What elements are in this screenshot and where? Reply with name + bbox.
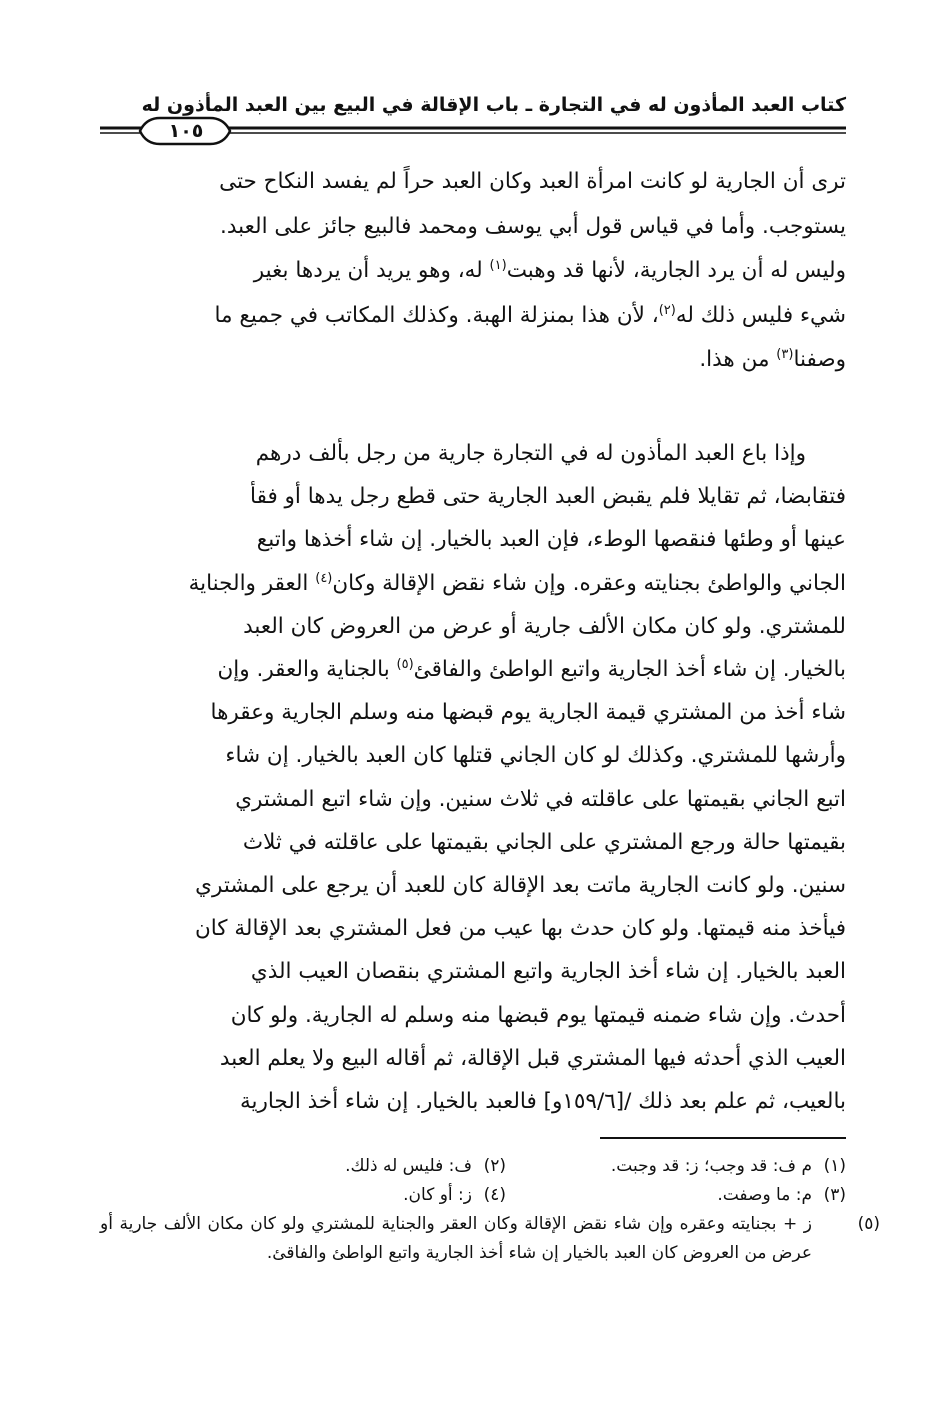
text-line: العيب الذي أحدثه فيها المشتري قبل الإقالة، ثم أقاله البيع ولا يعلم العبد: [219, 1045, 846, 1071]
footnote-3: (٣)م: ما وصفت.: [717, 1185, 846, 1205]
text-line: وصفنا$^{(٣)}$ من هذا.: [699, 346, 846, 372]
text-line: ترى أن الجارية لو كانت امرأة العبد وكان العبد حراً لم يفسد النكاح حتى: [219, 169, 846, 194]
footnote-row: [100, 1152, 846, 1181]
text-line: سنين. ولو كانت الجارية ماتت بعد الإقالة كان للعبد أن يرجع على المشتري: [195, 873, 846, 899]
text-line: بالعيب، ثم علم بعد ذلك /[١٥٩/٦و] فالعبد بالخيار. إن شاء أخذ الجارية: [239, 1089, 846, 1115]
text-line: شيء فليس ذلك له$^{(٢)}$، لأن هذا بمنزلة الهبة. وكذلك المكاتب في جميع ما: [214, 302, 846, 328]
footnote-separator: [600, 1137, 846, 1139]
text-line: شاء أخذ من المشتري قيمة الجارية يوم قبضها منه وسلم الجارية وعقرها: [210, 700, 846, 726]
text-line: العبد بالخيار. إن شاء أخذ الجارية واتبع المشتري بنقصان العيب الذي: [250, 959, 846, 985]
text-line: أحدث. وإن شاء ضمنه قيمتها يوم قبضها منه وسلم له الجارية. ولو كان: [230, 1002, 846, 1028]
page-number: ١٠٥: [168, 120, 204, 142]
footnote-ref-1[interactable]: (١): [489, 257, 507, 273]
text-line: الجاني والواطئ بجنايته وعقره. وإن شاء نقض الإقالة وكان$^{(٤)}$ العقر والجناية: [188, 570, 846, 596]
text-line: فتقابضا، ثم تقايلا فلم يقبض العبد الجارية حتى قطع رجل يدها أو فقأ: [250, 484, 846, 510]
text-line: فيأخذ منه قيمتها. ولو كان حدث بها عيب من فعل المشتري بعد الإقالة كان: [194, 916, 846, 942]
footnote-1: (١)م ف: قد وجب؛ ز: قد وجبت.: [610, 1156, 846, 1176]
footnote-4: (٤)ز: أو كان.: [403, 1185, 506, 1205]
footnote-ref-2[interactable]: (٢): [658, 302, 676, 318]
footnotes: [100, 1152, 880, 1268]
footnote-ref-4[interactable]: (٤): [315, 570, 333, 586]
footnote-ref-3[interactable]: (٣): [776, 346, 794, 362]
text-line: للمشتري. ولو كان مكان الألف جارية أو عرض من العروض كان العبد: [243, 613, 846, 639]
running-header: كتاب العبد المأذون له في التجارة ـ باب الإقالة في البيع بين العبد المأذون له: [141, 94, 846, 116]
text-line: عينها أو وطئها فنقصها الوطء، فإن العبد بالخيار. إن شاء أخذها واتبع: [256, 527, 846, 553]
paragraph-1: [100, 160, 846, 383]
footnote-5: (٥)ز + بجنايته وعقره وإن شاء نقض الإقالة وكان العقر والجناية للمشتري ولو كان مكان الألف جارية أو عرض من العروض كان العبد بالخيار إن شاء أخذ الجارية واتبع الواطئ والفاقئ.: [100, 1214, 880, 1263]
footnote-2: (٢)ف: فليس له ذلك.: [345, 1156, 506, 1176]
text-line: بقيمتها حالة ورجع المشتري على الجاني بقيمتها على عاقلته في ثلاث: [242, 829, 846, 855]
text-line: يستوجب. وأما في قياس قول أبي يوسف ومحمد فالبيع جائز على العبد.: [220, 213, 846, 239]
text-line: بالخيار. إن شاء أخذ الجارية واتبع الواطئ والفاقئ$^{(٥)}$ بالجناية والعقر. وإن: [217, 656, 846, 683]
footnote-row: [100, 1181, 846, 1210]
paragraph-2: [100, 432, 846, 1123]
text-line: وليس له أن يرد الجارية، لأنها قد وهبت$^{(١)}$ له، وهو يريد أن يردها بغير: [253, 257, 846, 283]
text-line: وأرشها للمشتري. وكذلك لو كان الجاني قتلها كان العبد بالخيار. إن شاء: [225, 743, 846, 769]
footnote-ref-5[interactable]: (٥): [396, 656, 414, 672]
text-line: اتبع الجاني بقيمتها على عاقلته في ثلاث سنين. وإن شاء اتبع المشتري: [235, 786, 846, 812]
text-line: وإذا باع العبد المأذون له في التجارة جارية من رجل بألف درهم: [255, 441, 806, 466]
